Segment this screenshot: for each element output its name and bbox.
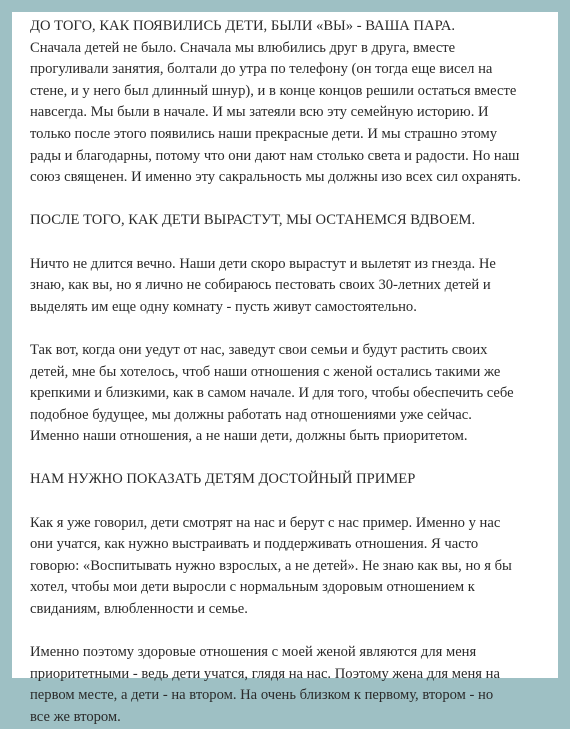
spacer (30, 232, 544, 254)
section-3-paragraph-1: Как я уже говорил, дети смотрят на нас и берут с нас пример. Именно у нас они учатся, как нужно выстраивать и поддерживать отношения. Я часто говорю: «Воспитывать нужно взрослых, а не детей». Не знаю как вы, но я бы хотел, чтобы мои дети выросли с нормальным здоровым отношением к свиданиям, влюбленности и семье. (30, 514, 512, 618)
section-1-paragraph-1: Сначала детей не было. Сначала мы влюбились друг в друга, вместе прогуливали занятия, болтали до утра по телефону (он тогда еще висел на стене, и у него был длинный шнур), и в конце концов решили остаться вместе навсегда. Мы были в начале. И мы затеяли всю эту семейную историю. И только после этого появились наши прекрасные дети. И мы страшно этому рады и благодарны, потому что они дают нам столько света и радости. Но наш союз священен. И именно эту сакральность мы должны изо всех сил охранять. (30, 39, 521, 186)
article-page (12, 12, 558, 725)
spacer (30, 318, 544, 340)
spacer (30, 491, 544, 513)
section-1-heading: ДО ТОГО, КАК ПОЯВИЛИСЬ ДЕТИ, БЫЛИ «ВЫ» - ВАША ПАРА. (30, 18, 456, 34)
section-2-paragraph-1: Ничто не длится вечно. Наши дети скоро вырастут и вылетят из гнезда. Не знаю, как вы, но я лично не собираюсь пестовать своих 30-летних детей и выделять им еще одну комнату - пусть живут самостоятельно. (30, 255, 496, 315)
spacer (30, 448, 544, 470)
section-3-paragraph-2: Именно поэтому здоровые отношения с моей женой являются для меня приоритетными - ведь дети учатся, глядя на нас. Поэтому жена для меня на первом месте, а дети - на втором. На очень близком к первому, втором - но все же втором. (30, 644, 500, 725)
section-2-paragraph-2: Так вот, когда они уедут от нас, заведут свои семьи и будут растить своих детей, мне бы хотелось, чтоб наши отношения с женой остались такими же крепкими и близкими, как в самом начале. И для того, чтобы обеспечить себе подобное будущее, мы должны работать над отношениями уже сейчас. Именно наши отношения, а не наши дети, должны быть приоритетом. (30, 341, 514, 445)
spacer (30, 621, 544, 643)
spacer (30, 189, 544, 211)
section-3-heading: НАМ НУЖНО ПОКАЗАТЬ ДЕТЯМ ДОСТОЙНЫЙ ПРИМЕР (30, 471, 416, 488)
section-2-heading: ПОСЛЕ ТОГО, КАК ДЕТИ ВЫРАСТУТ, МЫ ОСТАНЕМСЯ ВДВОЕМ. (30, 212, 476, 229)
